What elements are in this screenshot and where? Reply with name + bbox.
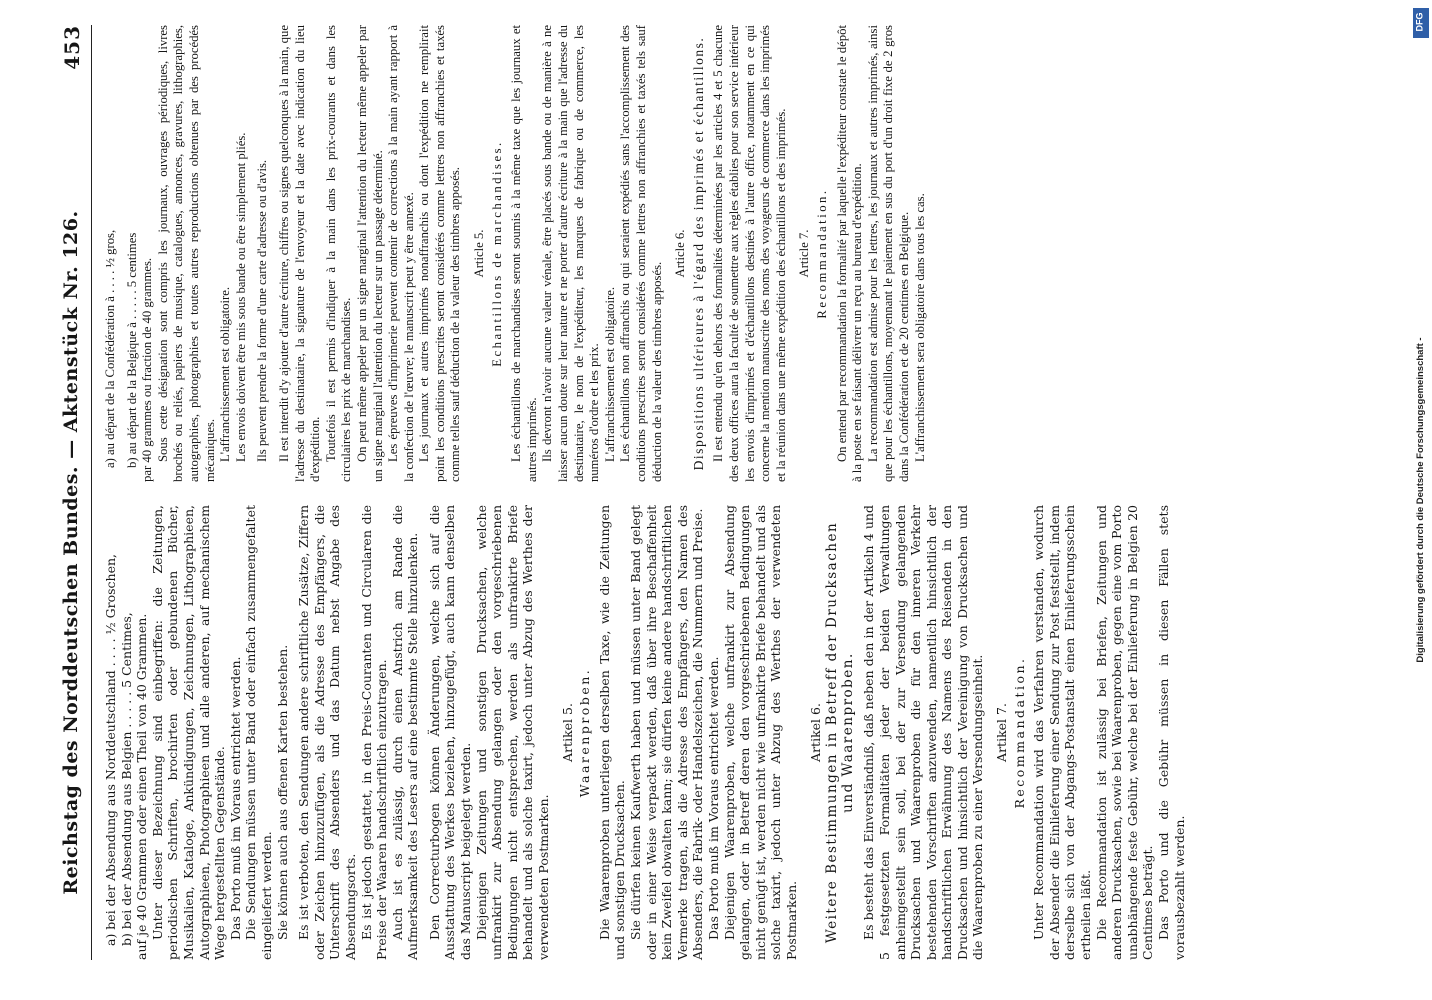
german-column xyxy=(103,505,1187,960)
paragraph: Diejenigen Waarenproben, welche unfrankirt zur Absendung gelangen, oder in Betreff deren den vorgeschriebenen Bedingungen nicht genügt ist, werden nicht wie unfrankirte Briefe behandelt und als solche taxirt, jedoch unter Abzug des Werthes der verwendeten Postmarken. xyxy=(721,505,799,960)
paragraph: Das Porto muß im Voraus entrichtet werden. xyxy=(227,656,243,940)
paragraph: Sous cette désignation sont compris les journaux, ouvrages périodiques, livres brochés ou reliés, papiers de musique, catalogues, annonces, gravures, lithographies, autographies, photographies et toutes autres reproductions obtenues par des procédés mécaniques. xyxy=(155,25,217,482)
paragraph: Die Sendungen müssen unter Band oder einfach zusammengefaltet eingeliefert werden. xyxy=(243,505,274,960)
paragraph: Toutefois il est permis d'indiquer à la main dans les prix-courants et dans les circulaires les prix de marchandises. xyxy=(323,25,354,482)
paragraph: Die Recommandation ist zulässig bei Briefen, Zeitungen und anderen Drucksachen, sowie bei Waarenproben, gegen eine vom Porto unabhängende feste Gebühr, welche bei der Einlieferung in Belgien 20 Centimes beträgt. xyxy=(1093,505,1156,960)
paragraph: Les envois doivent être mis sous bande ou être simplement pliés. xyxy=(233,132,248,462)
dfg-logo xyxy=(1413,8,1429,38)
article-6-title: Weitere Bestimmungen in Betreff der Drucksachen und Waarenproben. xyxy=(824,521,856,944)
rotated-page xyxy=(43,0,1388,1000)
paragraph: Diejenigen Zeitungen und sonstigen Drucksachen, welche unfrankirt zur Absendung gelangen oder den vorgeschriebenen Bedingungen nicht entsprechen, werden als unfrankirte Briefe behandelt und als solche taxirt, jedoch unter Abzug des Werthes der verwendeten Postmarken. xyxy=(473,505,552,960)
list-item: par 40 grammes ou fraction de 40 grammes. xyxy=(140,257,155,482)
paragraph: Les journaux et autres imprimés nonaffranchis ou dont l'expédition ne remplirait point les conditions prescrites seront considérés comme lettres non affranchies et taxés comme telles sauf déduction de la valeur des timbres apposés. xyxy=(417,25,463,482)
paragraph: Ils peuvent prendre la forme d'une carte d'adresse ou d'avis. xyxy=(255,159,270,462)
paragraph: Das Porto muß im Voraus entrichtet werden. xyxy=(705,656,721,940)
paragraph: L'affranchissement est obligatoire. xyxy=(602,286,617,462)
article-7-title: Recommandation. xyxy=(1011,656,1027,809)
paragraph: Sie dürfen keinen Kaufwerth haben und müssen unter Band gelegt oder in einer Weise verpackt werden, daß über ihre Beschaffenheit kein Zweifel obwalten kann; sie dürfen keine andere handschriftlichen Vermerke tragen, als die Adresse des Empfängers, den Namen des Absenders, die Fabrik- oder Handelszeichen, die Nummern und Preise. xyxy=(628,505,706,960)
paragraph: Unter dieser Bezeichnung sind einbegriffen: die Zeitungen, periodischen Schriften, brochirten oder gebundenen Bücher, Musikalien, Kataloge, Ankündigungen, Zeichnungen, Lithographieen, Autographieen, Photographieen und alle anderen, auf mechanischem Wege hergestellten Gegenstände. xyxy=(149,505,228,960)
article-7-number: Artikel 7. xyxy=(994,703,1010,762)
paragraph: Es besteht das Einverständniß, daß neben den in der Artikeln 4 und 5 festgesetzten Formalitäten jeder der beiden Verwaltungen anheimgestellt sein soll, bei der zur Versendung gelangenden Drucksachen und Waarenproben die für den inneren Verkehr bestehenden Vorschriften anzuwenden, namentlich hinsichtlich der handschriftlichen Erwähnung des Namens des Reisenden in den Drucksachen und hinsichtlich der Vereinigung von Drucksachen und die Waarenproben zu einer Versendungseinheit. xyxy=(861,505,986,960)
article-7-number: Article 7. xyxy=(797,229,812,278)
article-6-number: Artikel 6. xyxy=(807,703,823,762)
running-head xyxy=(57,25,92,960)
article-5-number: Artikel 5. xyxy=(559,703,575,762)
article-6-number: Article 6. xyxy=(673,229,688,278)
paragraph: Il est interdit d'y ajouter d'autre écriture, chiffres ou signes quelconques à la main, que l'adresse du destinataire, la signature de l'envoyeur et la date avec indication du lieu d'expédition. xyxy=(276,25,323,482)
paragraph: Il est entendu qu'en dehors des formalités déterminées par les articles 4 et 5 chacune des deux offices aura la faculté de soumettre aux règles établies pour son service intérieur les envois d'imprimés et d'échantillons destinés à l'autre office, notamment en ce qui concerne la mention manuscrite des noms des voyageurs de commerce dans les imprimés et la réunion dans une même expédition des échantillons et des imprimés. xyxy=(711,25,788,482)
paragraph: Unter Recommandation wird das Verfahren verstanden, wodurch der Absender die Einlieferung einer Sendung zur Post feststellt, indem derselbe sich von der Abgangs-Postanstalt einen Einlieferungsschein ertheilen läßt. xyxy=(1031,505,1094,960)
paragraph: Die Waarenproben unterliegen derselben Taxe, wie die Zeitungen und sonstigen Drucksachen. xyxy=(596,505,628,960)
list-item: auf je 40 Grammen oder einen Theil von 40 Grammen. xyxy=(134,613,150,960)
paragraph: Es ist jedoch gestattet, in den Preis-Couranten und Circularen die Preise der Waaren handschriftlich einzutragen. xyxy=(358,505,390,960)
paragraph: Ils devront n'avoir aucune valeur vénale, être placés sous bande ou de manière à ne laisser aucun doute sur leur nature et ne porter d'autre écriture à la main que l'adresse du destinataire, le nom de l'expéditeur, les marques de fabrique ou de commerce, les numéros d'ordre et les prix. xyxy=(540,25,602,482)
digitization-note-text: Digitalisierung gefördert durch die Deutsche Forschungsgemeinschaft - xyxy=(1415,337,1426,663)
paragraph: On entend par recommandation la formalité par laquelle l'expéditeur constate le dépôt à la poste en se faisant délivrer un reçu au bureau d'expédition. xyxy=(834,25,865,482)
paragraph: Les épreuves d'imprimerie peuvent contenir de corrections à la main ayant rapport à la confection de l'œuvre; le manuscrit peut y être annexé. xyxy=(386,25,416,482)
article-5-title: Waarenproben. xyxy=(577,667,593,798)
paragraph: Les échantillons non affranchis ou qui seraient expédiés sans l'accomplissement des conditions prescrites seront considérés comme lettres non affranchies et taxés tels sauf déduction de la valeur des timbres apposés. xyxy=(618,25,664,482)
paragraph: L'affranchissement est obligatoire. xyxy=(218,286,233,462)
paragraph: Das Porto und die Gebühr müssen in diesen Fällen stets vorausbezahlt werden. xyxy=(1156,505,1187,960)
list-item: b) bei der Absendung aus Belgien . . . . . 5 Centimes, xyxy=(118,612,134,946)
paragraph: Den Correcturbogen können Änderungen, welche sich auf die Ausstattung des Werkes beziehen, hinzugefügt, auch kann denselben das Manuscript beigelegt werden. xyxy=(426,505,474,960)
paragraph: On peut même appeler par un signe marginal l'attention du lecteur même appeler par un signe marginal l'attention du lecteur sur un passage déterminé. xyxy=(354,25,385,482)
paragraph: Es ist verboten, den Sendungen andere schriftliche Zusätze, Ziffern oder Zeichen hinzuzufügen, als die Adresse des Empfängers, die Unterschrift des Absenders und das Datum nebst Angabe des Absendungsorts. xyxy=(296,505,358,960)
paragraph: Les échantillons de marchandises seront soumis à la même taxe que les journaux et autres imprimés. xyxy=(509,25,539,482)
list-item: a) bei der Absendung aus Norddeutschland . . . . ½ Groschen, xyxy=(103,554,118,946)
page-number: 453 xyxy=(60,25,84,70)
french-column xyxy=(103,25,928,482)
article-5-number: Article 5. xyxy=(472,229,487,278)
dfg-logo-text: DFG xyxy=(1414,12,1425,32)
list-item: b) au départ de la Belgique à . . . . . 5 centimes xyxy=(124,232,139,468)
article-5-title: Echantillons de marchandises. xyxy=(489,140,504,367)
running-head-title: Reichstag des Norddeutschen Bundes. — Aktenstück Nr. 126. xyxy=(60,210,82,895)
article-7-title: Recommandation. xyxy=(814,188,829,319)
paragraph: L'affranchissement sera obligatoire dans tous les cas. xyxy=(912,193,927,462)
paragraph: Auch ist es zulässig, durch einen Anstrich am Rande die Aufmerksamkeit des Lesers auf eine bestimmte Stelle hinzulenken. xyxy=(389,505,421,960)
article-6-title: Dispositions ultérieures à l'égard des imprimés et échantillons. xyxy=(690,36,706,471)
paragraph: La recommandation est admise pour les lettres, les journaux et autres imprimés, ainsi que pour les échantillons, moyennant le paiement en sus du port d'un droit fixe de 2 gros dans la Confédération et de 20 centimes en Belgique. xyxy=(865,25,911,482)
list-item: a) au départ de la Confédération à . . . . ½ gros, xyxy=(103,229,117,468)
digitization-note xyxy=(1411,0,1431,1000)
paragraph: Sie können auch aus offenen Karten bestehen. xyxy=(274,644,290,940)
